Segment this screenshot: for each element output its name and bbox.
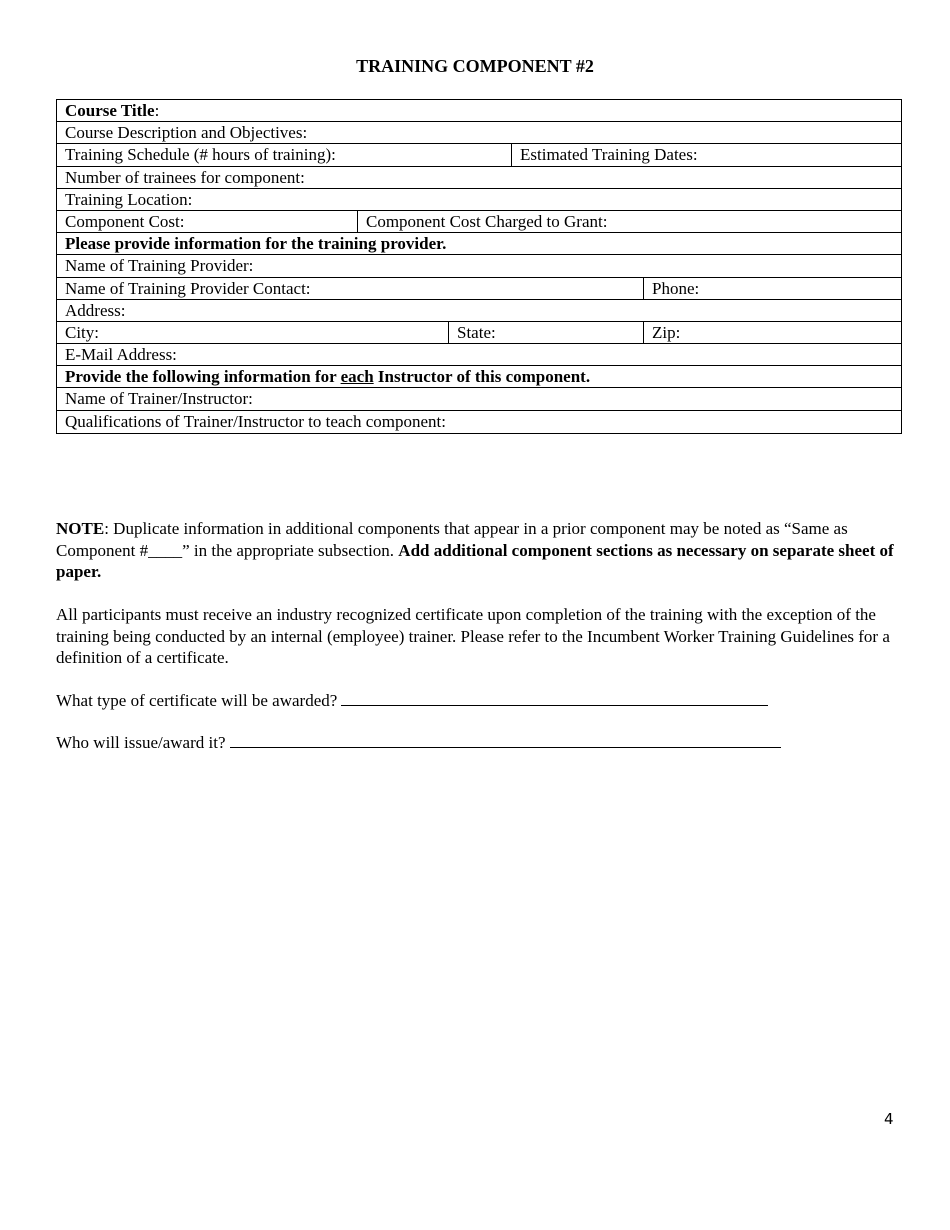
form-row-location (57, 189, 901, 211)
form-row-instructor-header (57, 366, 901, 388)
address-field[interactable] (57, 300, 901, 321)
form-row-city-state-zip (57, 322, 901, 344)
certificate-type-blank[interactable] (341, 689, 768, 706)
cost-charged-label: Component Cost Charged to Grant: (366, 211, 608, 231)
page-number: 4 (884, 1110, 894, 1128)
note-label: NOTE (56, 519, 105, 538)
note-bold-text: Add additional component sections as necessary on separate sheet of paper. (56, 540, 894, 581)
component-cost-label: Component Cost: (65, 211, 185, 231)
instructor-section-header (57, 366, 901, 387)
page-title: TRAINING COMPONENT #2 (356, 56, 594, 76)
estimated-dates-label: Estimated Training Dates: (520, 145, 698, 165)
course-description-label: Course Description and Objectives: (65, 123, 308, 143)
training-component-form (56, 99, 902, 434)
training-location-label: Training Location: (65, 189, 193, 209)
note-text: : Duplicate information in additional components that appear in a prior component may be noted as “Same as Component #____” in the appropriate subsection. (56, 519, 848, 560)
email-field[interactable] (57, 344, 901, 365)
estimated-dates-field[interactable] (511, 144, 901, 165)
city-field[interactable] (57, 322, 448, 343)
course-title-field[interactable] (57, 100, 901, 121)
provider-contact-label: Name of Training Provider Contact: (65, 278, 311, 298)
provider-section-header: Please provide information for the training provider. (65, 234, 447, 254)
issuer-label: Who will issue/award it? (56, 733, 226, 752)
course-description-field[interactable] (57, 122, 901, 143)
certificate-type-label: What type of certificate will be awarded? (56, 691, 338, 710)
provider-name-label: Name of Training Provider: (65, 256, 254, 276)
form-row-qualifications (57, 411, 901, 433)
form-row-email (57, 344, 901, 366)
course-title-label: Course Title (65, 101, 155, 120)
form-row-provider-name (57, 255, 901, 277)
form-row-provider-contact (57, 278, 901, 300)
phone-field[interactable] (643, 278, 901, 299)
instructor-header-each: each (340, 367, 374, 387)
provider-name-field[interactable] (57, 255, 901, 276)
training-location-field[interactable] (57, 189, 901, 210)
trainer-name-label: Name of Trainer/Instructor: (65, 389, 253, 409)
form-row-description (57, 122, 901, 144)
instructor-header-post: Instructor of this component. (373, 367, 591, 387)
address-label: Address: (65, 300, 126, 320)
qualifications-field[interactable] (57, 411, 901, 433)
num-trainees-label: Number of trainees for component: (65, 167, 305, 187)
email-label: E-Mail Address: (65, 345, 177, 365)
provider-contact-field[interactable] (57, 278, 643, 299)
num-trainees-field[interactable] (57, 167, 901, 188)
form-row-course-title (57, 100, 901, 122)
form-row-schedule (57, 144, 901, 166)
zip-field[interactable] (643, 322, 901, 343)
note-paragraph (56, 518, 906, 583)
instructor-header-pre: Provide the following information for (65, 367, 341, 387)
training-schedule-label: Training Schedule (# hours of training): (65, 145, 336, 165)
trainer-name-field[interactable] (57, 388, 901, 409)
cost-charged-field[interactable] (357, 211, 901, 232)
state-field[interactable] (448, 322, 643, 343)
city-label: City: (65, 322, 100, 342)
state-label: State: (457, 322, 496, 342)
form-row-trainer-name (57, 388, 901, 410)
certificate-paragraph: All participants must receive an industry recognized certificate upon completion of the training with the exception of the training being conducted by an internal (employee) trainer. Please refer to the Incumbent Worker Training Guidelines for a definition of a certificate. (56, 605, 890, 667)
form-row-cost (57, 211, 901, 233)
component-cost-field[interactable] (57, 211, 357, 232)
training-schedule-field[interactable] (57, 144, 511, 165)
certificate-type-question (56, 689, 768, 711)
zip-label: Zip: (652, 322, 681, 342)
course-title-colon: : (154, 101, 160, 120)
form-row-provider-header (57, 233, 901, 255)
qualifications-label: Qualifications of Trainer/Instructor to teach component: (65, 411, 446, 431)
issuer-blank[interactable] (230, 731, 781, 748)
form-row-trainees (57, 167, 901, 189)
phone-label: Phone: (652, 278, 700, 298)
issuer-question (56, 731, 781, 753)
form-row-address (57, 300, 901, 322)
